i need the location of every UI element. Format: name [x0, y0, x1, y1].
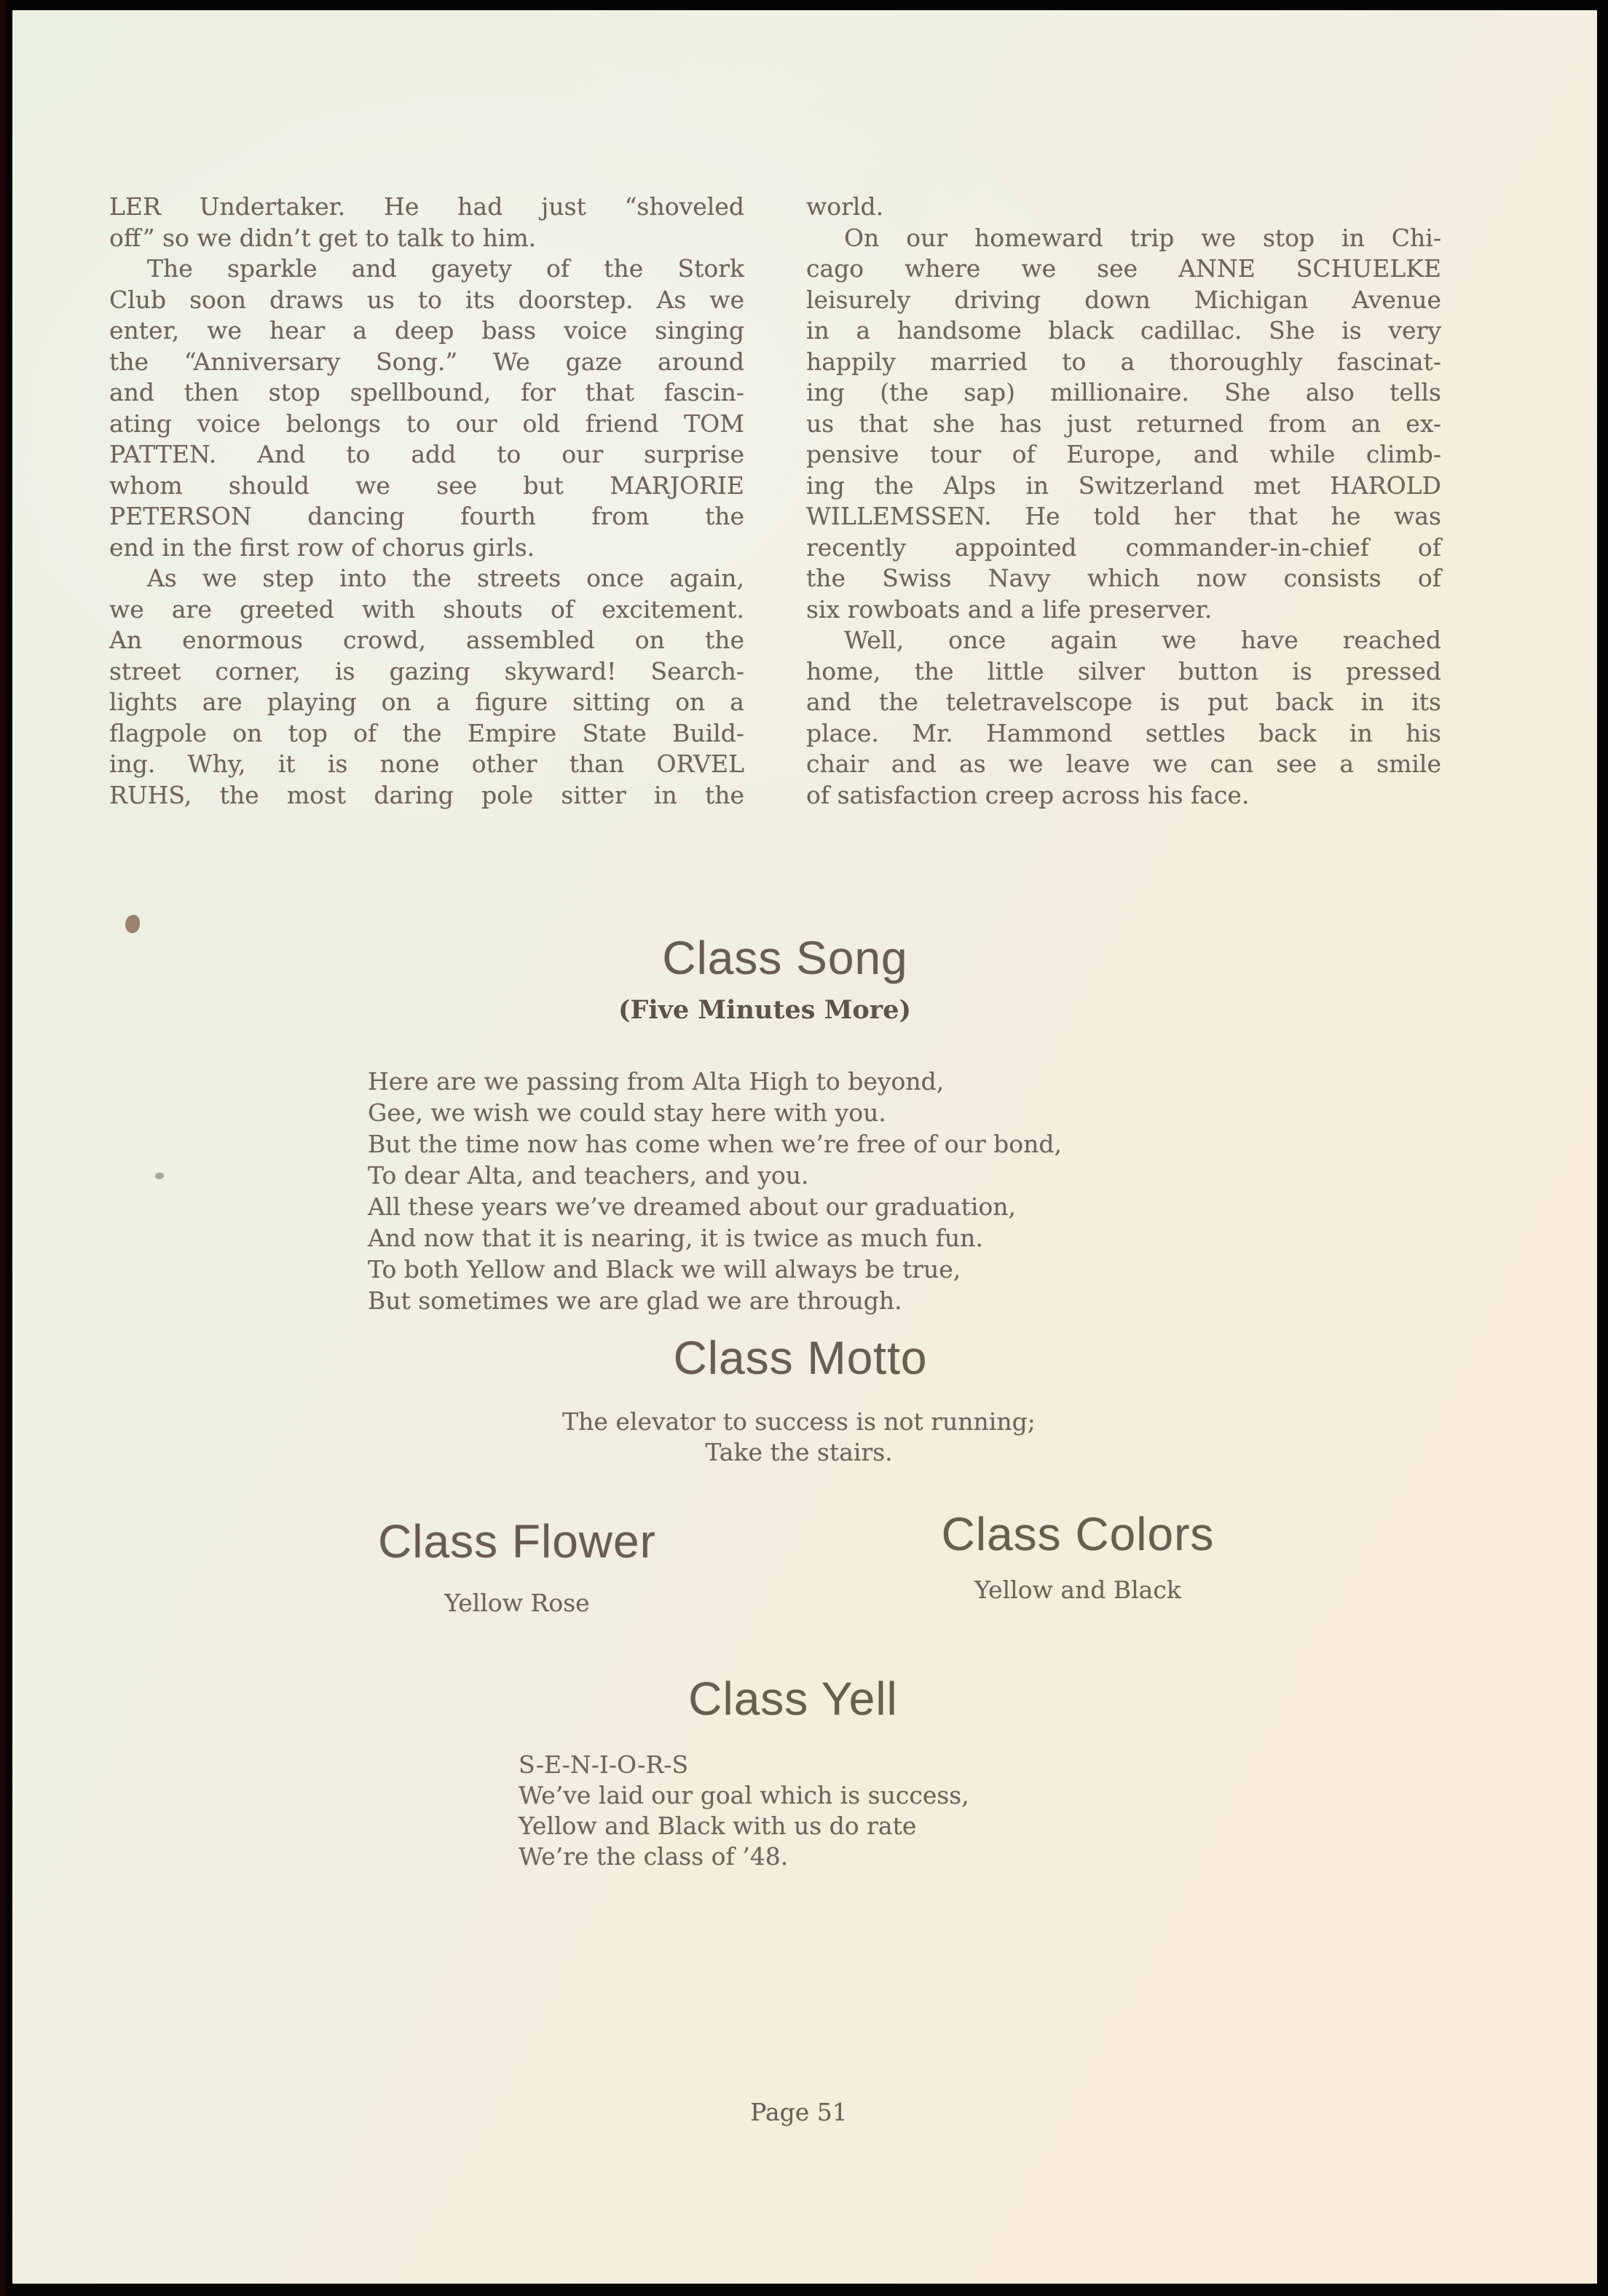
text-line: and then stop spellbound, for that fascin- [109, 378, 744, 406]
class-song-lyrics [368, 1066, 1062, 1316]
text-line: the Swiss Navy which now consists of [806, 564, 1441, 592]
paper [12, 10, 1597, 2284]
text-line: the “Anniversary Song.” We gaze around [109, 347, 744, 376]
class-colors-section [787, 1508, 1369, 1604]
text-line: pensive tour of Europe, and while climb- [806, 440, 1441, 468]
class-song-title: Class Song [662, 932, 908, 984]
text-line: RUHS, the most daring pole sitter in the [109, 780, 744, 809]
text-line: Club soon draws us to its doorstep. As we [109, 285, 744, 314]
text-line: We’ve laid our goal which is success, [519, 1781, 969, 1809]
text-line: PETERSON dancing fourth from the [109, 502, 744, 530]
text-line: ing the Alps in Switzerland met HAROLD [806, 471, 1441, 500]
text-line: But the time now has come when we’re free of our bond, [368, 1130, 1062, 1158]
text-line: Gee, we wish we could stay here with you. [368, 1098, 886, 1127]
text-line: But sometimes we are glad we are through. [368, 1286, 902, 1315]
prophecy-left-column [109, 192, 744, 811]
text-line: WILLEMSSEN. He told her that he was [806, 502, 1441, 530]
text-line: home, the little silver button is pressed [806, 656, 1441, 685]
text-line: PATTEN. And to add to our surprise [109, 440, 744, 468]
text-line: ating voice belongs to our old friend TOM [109, 409, 744, 438]
class-flower-value: Yellow Rose [444, 1589, 590, 1617]
text-line: LER Undertaker. He had just “shoveled [109, 192, 744, 221]
text-line: in a handsome black cadillac. She is very [806, 316, 1441, 345]
class-flower-section [226, 1515, 808, 1617]
text-line: whom should we see but MARJORIE [109, 471, 744, 500]
text-line: of satisfaction creep across his face. [806, 780, 1250, 809]
ink-speck [125, 915, 140, 933]
text-line: ing. Why, it is none other than ORVEL [109, 750, 744, 778]
scan-edge-shadow [0, 0, 6, 2296]
text-line: lights are playing on a figure sitting on a [109, 688, 744, 716]
text-line: As we step into the streets once again, [147, 564, 744, 592]
text-line: We’re the class of ’48. [519, 1842, 789, 1871]
text-line: leisurely driving down Michigan Avenue [806, 285, 1441, 314]
text-line: world. [806, 192, 884, 221]
prophecy-text [109, 192, 1441, 811]
text-line: S-E-N-I-O-R-S [519, 1750, 689, 1779]
class-song-subtitle: (Five Minutes More) [618, 995, 912, 1025]
text-line: All these years we’ve dreamed about our graduation, [368, 1192, 1017, 1221]
text-line: street corner, is gazing skyward! Search- [109, 656, 744, 685]
text-line: enter, we hear a deep bass voice singing [109, 316, 744, 345]
class-colors-value: Yellow and Black [974, 1576, 1181, 1604]
text-line: end in the first row of chorus girls. [109, 532, 535, 562]
class-yell-title: Class Yell [688, 1672, 898, 1725]
ink-speck [155, 1173, 164, 1179]
text-line: ing (the sap) millionaire. She also tells [806, 378, 1441, 406]
text-line: To both Yellow and Black we will always be true, [368, 1255, 961, 1283]
class-motto-text [7, 1407, 1591, 1468]
text-line: cago where we see ANNE SCHUELKE [806, 254, 1441, 283]
text-line: chair and as we leave we can see a smile [806, 750, 1441, 778]
class-yell-text [519, 1750, 969, 1872]
text-line: Here are we passing from Alta High to beyond, [368, 1067, 945, 1096]
class-flower-title: Class Flower [378, 1515, 656, 1568]
text-line: happily married to a thoroughly fascinat- [806, 347, 1441, 376]
text-line: flagpole on top of the Empire State Build- [109, 718, 744, 747]
text-line: us that she has just returned from an ex- [806, 409, 1441, 438]
text-line: An enormous crowd, assembled on the [109, 626, 744, 654]
text-line: place. Mr. Hammond settles back in his [806, 718, 1441, 747]
text-line: six rowboats and a life preserver. [806, 594, 1213, 624]
class-colors-title: Class Colors [941, 1508, 1215, 1560]
text-line: To dear Alta, and teachers, and you. [368, 1161, 809, 1190]
text-line: Take the stairs. [705, 1438, 893, 1466]
class-motto-title: Class Motto [673, 1332, 928, 1384]
text-line: off” so we didn’t get to talk to him. [109, 223, 537, 252]
page-number: Page 51 [750, 2098, 848, 2126]
text-line: we are greeted with shouts of excitement. [109, 594, 744, 624]
text-line: and the teletravelscope is put back in its [806, 688, 1441, 716]
text-line: And now that it is nearing, it is twice as much fun. [368, 1224, 983, 1252]
text-line: recently appointed commander-in-chief of [806, 532, 1441, 562]
prophecy-right-column [806, 192, 1441, 811]
text-line: On our homeward trip we stop in Chi- [844, 223, 1441, 252]
text-line: The elevator to success is not running; [562, 1407, 1036, 1436]
text-line: Well, once again we have reached [844, 626, 1441, 654]
text-line: The sparkle and gayety of the Stork [147, 254, 744, 283]
text-line: Yellow and Black with us do rate [519, 1812, 917, 1840]
